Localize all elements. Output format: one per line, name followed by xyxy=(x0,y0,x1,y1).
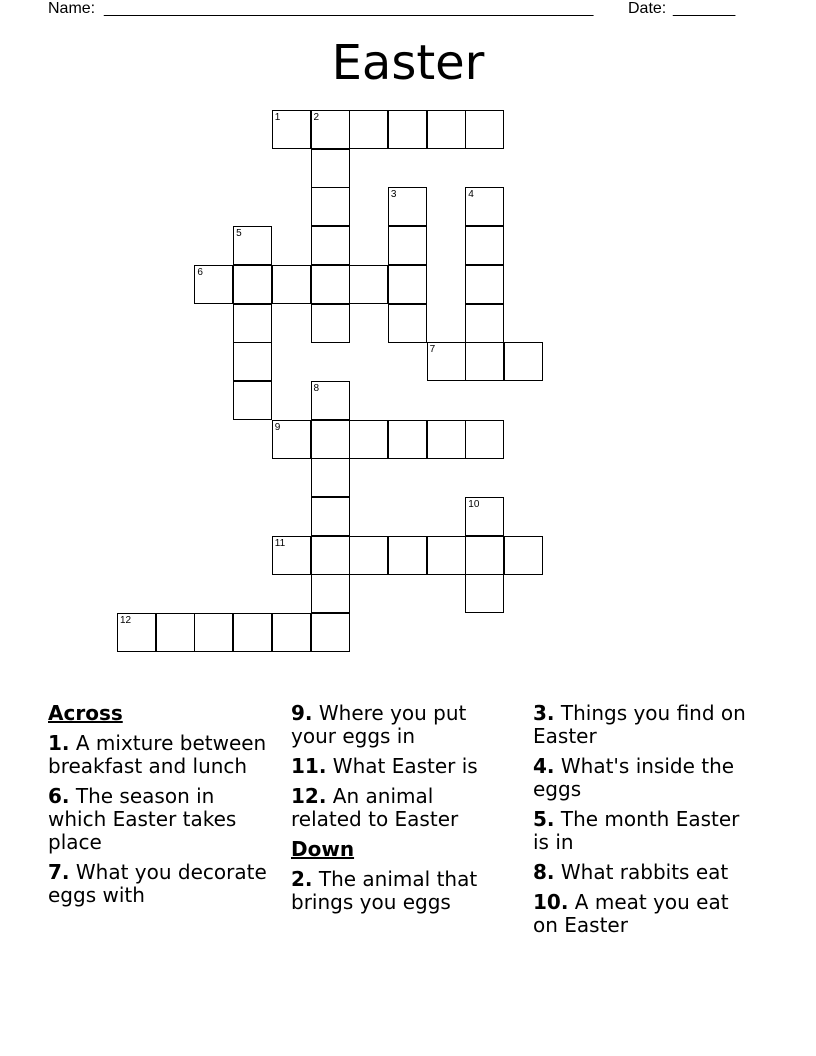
name-label: Name: xyxy=(48,0,96,17)
cell-number: 9 xyxy=(274,421,281,433)
clue-text: What Easter is xyxy=(332,754,478,778)
grid-cell[interactable] xyxy=(388,265,427,304)
grid-cell[interactable] xyxy=(465,304,504,343)
clue-number: 2. xyxy=(291,867,313,891)
clues-column-3 xyxy=(533,702,753,944)
clue-number: 9. xyxy=(291,701,313,725)
grid-cell[interactable] xyxy=(272,265,311,304)
grid-cell[interactable] xyxy=(427,342,466,381)
clue-across-1 xyxy=(48,732,268,778)
clue-across-12 xyxy=(291,785,506,831)
grid-cell[interactable] xyxy=(311,265,350,304)
clue-text: What rabbits eat xyxy=(560,860,729,884)
grid-cell[interactable] xyxy=(233,226,272,265)
grid-cell[interactable] xyxy=(311,304,350,343)
grid-cell[interactable] xyxy=(311,536,350,575)
grid-cell[interactable] xyxy=(427,110,466,149)
clue-number: 11. xyxy=(291,754,327,778)
clues-column-1 xyxy=(48,702,268,914)
grid-cell[interactable] xyxy=(388,536,427,575)
grid-cell[interactable] xyxy=(311,497,350,536)
grid-cell[interactable] xyxy=(311,458,350,497)
grid-cell[interactable] xyxy=(311,420,350,459)
grid-cell[interactable] xyxy=(388,226,427,265)
grid-cell[interactable] xyxy=(272,613,311,652)
grid-cell[interactable] xyxy=(504,536,543,575)
clue-down-5 xyxy=(533,808,753,854)
grid-cell[interactable] xyxy=(427,536,466,575)
grid-cell[interactable] xyxy=(311,574,350,613)
clue-number: 1. xyxy=(48,731,70,755)
grid-cell[interactable] xyxy=(349,536,388,575)
cell-number: 11 xyxy=(274,537,286,549)
across-heading: Across xyxy=(48,701,123,725)
clue-down-4 xyxy=(533,755,753,801)
clue-number: 3. xyxy=(533,701,555,725)
cell-number: 3 xyxy=(390,189,397,201)
grid-cell[interactable] xyxy=(388,304,427,343)
cell-number: 6 xyxy=(197,266,203,278)
clue-number: 12. xyxy=(291,784,327,808)
grid-cell[interactable] xyxy=(311,187,350,226)
grid-cell[interactable] xyxy=(465,497,504,536)
clue-down-8 xyxy=(533,861,753,884)
grid-cell[interactable] xyxy=(311,226,350,265)
clue-text: An animal related to Easter xyxy=(291,784,459,831)
grid-cell[interactable] xyxy=(311,613,350,652)
cell-number: 1 xyxy=(274,112,281,123)
clues-column-2 xyxy=(291,702,506,921)
grid-cell[interactable] xyxy=(465,420,504,459)
grid-cell[interactable] xyxy=(504,342,543,381)
grid-cell[interactable] xyxy=(465,110,504,149)
clue-text: Things you find on Easter xyxy=(533,701,746,748)
grid-cell[interactable] xyxy=(117,613,156,652)
grid-cell[interactable] xyxy=(272,110,311,149)
clue-across-9 xyxy=(291,702,506,748)
clue-down-3 xyxy=(533,702,753,748)
grid-cell[interactable] xyxy=(194,613,233,652)
clue-text: What you decorate eggs with xyxy=(48,860,267,907)
cell-number: 4 xyxy=(468,189,474,201)
grid-cell[interactable] xyxy=(465,226,504,265)
clue-down-2 xyxy=(291,868,506,914)
grid-cell[interactable] xyxy=(465,187,504,226)
grid-cell[interactable] xyxy=(465,265,504,304)
clue-text: The month Easter is in xyxy=(533,807,740,854)
clue-across-6 xyxy=(48,785,268,854)
cell-number: 10 xyxy=(468,499,480,510)
clue-number: 7. xyxy=(48,860,70,884)
cell-number: 12 xyxy=(120,615,132,627)
clue-text: What's inside the eggs xyxy=(533,754,735,801)
cell-number: 7 xyxy=(429,344,436,356)
grid-cell[interactable] xyxy=(311,149,350,188)
grid-cell[interactable] xyxy=(311,381,350,420)
grid-cell[interactable] xyxy=(465,536,504,575)
cell-number: 8 xyxy=(313,382,320,394)
grid-cell[interactable] xyxy=(427,420,466,459)
clue-across-11 xyxy=(291,755,506,778)
clue-text: A meat you eat on Easter xyxy=(533,890,729,937)
clue-text: The animal that brings you eggs xyxy=(291,867,478,914)
grid-cell[interactable] xyxy=(233,381,272,420)
grid-cell[interactable] xyxy=(233,304,272,343)
down-heading: Down xyxy=(291,837,355,861)
grid-cell[interactable] xyxy=(311,110,350,149)
grid-cell[interactable] xyxy=(272,536,311,575)
name-field[interactable]: _______________________________________________________ xyxy=(104,0,594,17)
date-field[interactable]: _______ xyxy=(673,0,736,17)
clue-across-7 xyxy=(48,861,268,907)
grid-cell[interactable] xyxy=(388,187,427,226)
grid-cell[interactable] xyxy=(233,342,272,381)
grid-cell[interactable] xyxy=(233,265,272,304)
grid-cell[interactable] xyxy=(349,420,388,459)
clue-number: 10. xyxy=(533,890,569,914)
cell-number: 5 xyxy=(236,228,242,240)
grid-cell[interactable] xyxy=(349,110,388,149)
clue-number: 6. xyxy=(48,784,70,808)
grid-cell[interactable] xyxy=(194,265,233,304)
clue-number: 8. xyxy=(533,860,555,884)
clue-text: The season in which Easter takes place xyxy=(48,784,237,854)
grid-cell[interactable] xyxy=(388,110,427,149)
page-title: Easter xyxy=(331,35,485,91)
clue-down-10 xyxy=(533,891,753,937)
grid-cell[interactable] xyxy=(156,613,195,652)
grid-cell[interactable] xyxy=(233,613,272,652)
clue-number: 5. xyxy=(533,807,555,831)
grid-cell[interactable] xyxy=(349,265,388,304)
date-label: Date: xyxy=(628,0,667,17)
clue-number: 4. xyxy=(533,754,555,778)
grid-cell[interactable] xyxy=(465,342,504,381)
clue-text: Where you put your eggs in xyxy=(291,701,467,748)
cell-number: 2 xyxy=(313,112,320,123)
grid-cell[interactable] xyxy=(465,574,504,613)
clue-text: A mixture between breakfast and lunch xyxy=(48,731,267,778)
grid-cell[interactable] xyxy=(272,420,311,459)
grid-cell[interactable] xyxy=(388,420,427,459)
